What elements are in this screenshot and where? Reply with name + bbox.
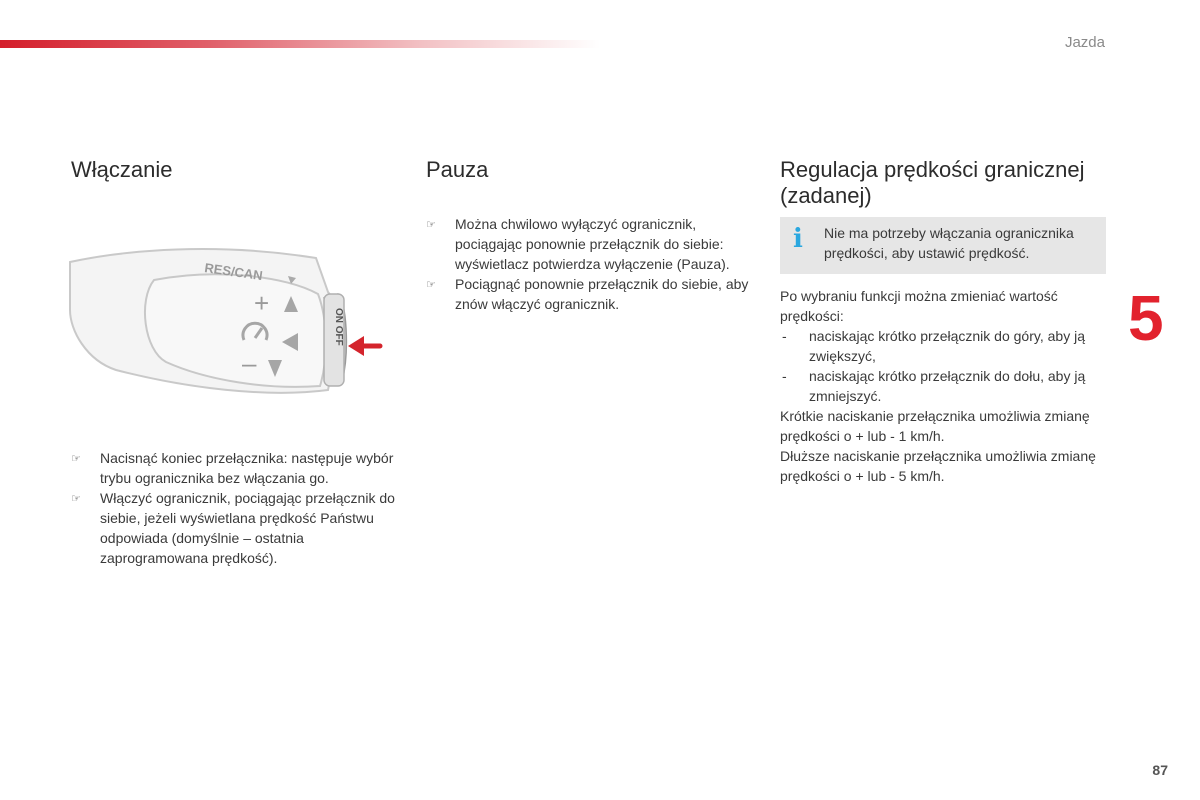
- list-item: ☞ Nacisnąć koniec przełącznika: następuje wybór trybu ogranicznika bez włączania go.: [71, 450, 394, 486]
- list-item: ☞ Włączyć ogranicznik, pociągając przełącznik do siebie, jeżeli wyświetlana prędkość Państwu odpowiada (domyślnie – ostatnia zaprogramowana prędkość).: [71, 490, 395, 566]
- lever-top-label: RES/CAN: [203, 260, 264, 284]
- list-item: - naciskając krótko przełącznik do dołu, aby ją zmniejszyć.: [782, 368, 1086, 404]
- section-title-regulacja: Regulacja prędkości granicznej (zadanej): [780, 157, 1085, 208]
- pointer-hand-icon: ☞: [71, 453, 81, 465]
- regulacja-dash-list: [780, 326, 1106, 406]
- regulacja-intro: Po wybraniu funkcji można zmieniać wartość prędkości:: [780, 288, 1058, 324]
- info-note-box: [780, 217, 1106, 274]
- wlaczanie-bullet-list: [71, 448, 401, 568]
- on-off-button: [324, 294, 346, 386]
- pauza-bullet-list: [426, 214, 756, 314]
- page-number: 87: [1152, 762, 1168, 778]
- press-arrow-icon: [348, 336, 380, 356]
- long-press-paragraph: Dłuższe naciskanie przełącznika umożliwia zmianę prędkości o + lub - 5 km/h.: [780, 448, 1096, 484]
- list-item: - naciskając krótko przełącznik do góry, aby ją zwiększyć,: [782, 328, 1085, 364]
- minus-symbol: –: [242, 348, 257, 378]
- plus-symbol: +: [254, 288, 270, 318]
- header-accent-bar: [0, 40, 600, 48]
- on-off-label: ON OFF: [333, 308, 344, 346]
- section-name: Jazda: [1064, 34, 1105, 51]
- section-title-wlaczanie: Włączanie: [71, 157, 173, 182]
- list-item: ☞ Pociągnąć ponownie przełącznik do siebie, aby znów włączyć ogranicznik.: [426, 276, 749, 312]
- chapter-number: 5: [1128, 282, 1164, 354]
- pointer-hand-icon: ☞: [426, 219, 436, 231]
- cruise-lever-illustration: [66, 240, 396, 410]
- info-icon: i: [793, 224, 803, 254]
- short-press-paragraph: Krótkie naciskanie przełącznika umożliwia zmianę prędkości o + lub - 1 km/h.: [780, 408, 1090, 444]
- section-title-pauza: Pauza: [426, 157, 489, 182]
- pointer-hand-icon: ☞: [426, 279, 436, 291]
- pointer-hand-icon: ☞: [71, 493, 81, 505]
- list-item: ☞ Można chwilowo wyłączyć ogranicznik, pociągając ponownie przełącznik do siebie: wyświetlacz potwierdza wyłączenie (Pauza).: [426, 216, 730, 272]
- info-note-text: Nie ma potrzeby włączania ogranicznika prędkości, aby ustawić prędkość.: [824, 225, 1074, 261]
